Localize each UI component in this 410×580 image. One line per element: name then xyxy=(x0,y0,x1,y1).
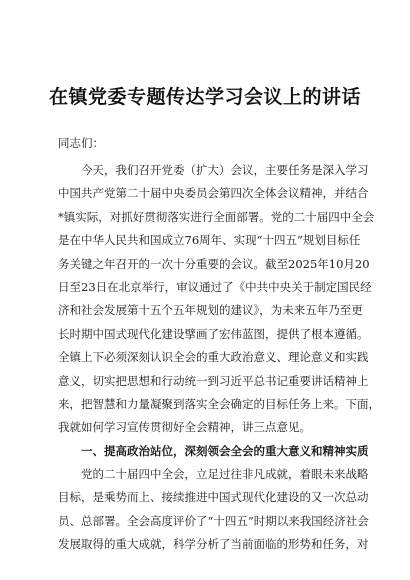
paragraph-line: 党的二十届四中全会，立足过往非凡成就，着眼未来战略 xyxy=(81,467,369,482)
paragraph-line: 务关键之年召开的一次十分重要的会议。截至2025年10月20 xyxy=(58,256,370,271)
paragraph-line: 员、总部署。全会高度评价了“十四五”时期以来我国经济社会 xyxy=(58,513,369,528)
paragraph-line: 今天，我们召开党委（扩大）会议，主要任务是深入学习 xyxy=(81,163,369,177)
paragraph-line: 发展取得的重大成就，科学分析了当前面临的形势和任务，对 xyxy=(58,537,369,552)
paragraph-line: 意义，切实把思想和行动统一到习近平总书记重要讲话精神上 xyxy=(58,373,369,388)
paragraph-line: 是在中华人民共和国成立76周年、实现“十四五”规划目标任 xyxy=(58,233,361,248)
paragraph-line: 济和社会发展第十五个五年规划的建议》，为未来五年乃至更 xyxy=(58,303,363,318)
document-body xyxy=(58,132,380,557)
paragraph-line: 目标，是乘势而上、接续推进中国式现代化建设的又一次总动 xyxy=(58,490,369,505)
paragraph-line: 来，把智慧和力量凝聚到落实全会确定的目标任务上来。下面， xyxy=(58,396,380,411)
section-heading: 一、提高政治站位，深刻领会全会的重大意义和精神实质 xyxy=(81,443,369,458)
paragraph-line: 日至23日在北京举行，审议通过了《中共中央关于制定国民经 xyxy=(58,279,372,294)
salutation: 同志们： xyxy=(58,136,104,150)
document-title: 在镇党委专题传达学习会议上的讲话 xyxy=(48,86,361,108)
paragraph-line: 全镇上下必须深刻认识全会的重大政治意义、理论意义和实践 xyxy=(58,350,369,365)
paragraph-line: 长时期中国式现代化建设擘画了宏伟蓝图，提供了根本遵循。 xyxy=(58,326,369,341)
paragraph-line: 我就如何学习宣传贯彻好全会精神，讲三点意见。 xyxy=(58,420,311,435)
paragraph-line: 中国共产党第二十届中央委员会第四次全体会议精神，并结合 xyxy=(58,186,369,201)
paragraph-line: *镇实际，对抓好贯彻落实进行全面部署。党的二十届四中全会 xyxy=(58,209,375,224)
